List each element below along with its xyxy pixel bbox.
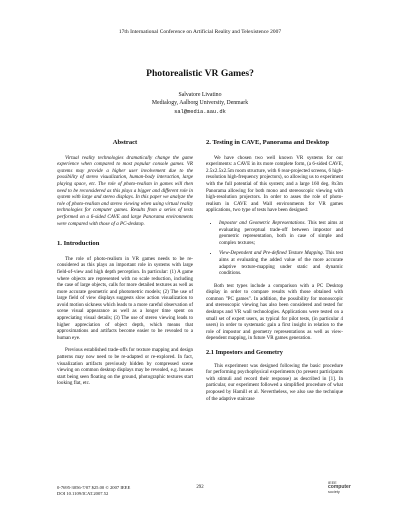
author-email[interactable]: sal@media.aau.dk: [174, 108, 226, 115]
impostors-heading: 2.1 Impostors and Geometry: [206, 349, 283, 357]
bullet-lead: Impostor and Geometric Representations.: [219, 219, 306, 226]
logo-line-1: IEEE: [328, 481, 337, 485]
list-item: [219, 250, 343, 276]
bullet-text: This test aims at evaluating perceptual trade-off between impostor and geometric representation, both in case of simple and complex textures;: [219, 219, 343, 246]
bullet-lead: View-Dependent and Pre-defined Texture Mapping.: [219, 250, 324, 257]
logo-line-3: society: [328, 490, 340, 495]
testing-paragraph-2: Both test types include a comparison with a PC Desktop display in order to compare results with those obtained with common "PC games". In addition, the possibility for monoscopic and stereoscopic viewing has also been considered and tested for desktops and VR wall technologies. Applications were tested on a small set of expert users, as typical for pilot tests, (in particular 4 users) in order to systematic gain a first insight in relation to the role of impostor and geometry representations as well as view-dependent mapping, in future VR games generation.: [206, 282, 343, 342]
testing-intro: We have chosen two well known VR systems for our experiments: a CAVE in its more complete form, (a 6-sided CAVE, 2.5x2.5x2.5m room structure, with 6 rear-projected screens, 6 high-resolution high-frequency projectors), so allowing us to experiment with the full potential of this system; and a large 160 deg. 8x3m Panorama allowing for both mono and stereoscopic viewing with high-resolution projectors. In order to asses the role of photo-realism in CAVE and Wall environments for VR games applications, two type of tests have been designed:: [206, 154, 343, 214]
conference-header: 17th International Conference on Artificial Reality and Telexistence 2007: [118, 29, 282, 35]
introduction-heading: 1. Introduction: [57, 240, 100, 248]
abstract-text: Virtual reality technologies dramatically change the game experience when compared to most popular console games. VR systems may provide a higher user involvement due to the possibility of stereo visualization, human-body interaction, large playing space, etc. The role of photo-realism in games will then need to be reconsidered as this plays a bigger and different role in system with large and stereo displays. In this paper we analyze the role of photo-realism and stereo viewing when using virtual reality technologies for computer games. Results from a series of tests performed on a 6-sided CAVE and large Panorama environments were compared with those of a PC-desktop.: [57, 154, 193, 227]
author-affiliation: Medialogy, Aalborg University, Denmark: [151, 100, 249, 107]
paper-title: Photorealistic VR Games?: [146, 68, 254, 79]
author-name: Salvatore Livatino: [178, 92, 222, 98]
left-column: [57, 140, 193, 393]
logo-line-2: computer: [328, 484, 351, 490]
list-item: [219, 220, 343, 246]
testing-heading: 2. Testing in CAVE, Panorama and Desktop: [206, 139, 329, 146]
right-column: [206, 140, 343, 408]
bullet-text: This test aims at evaluating the added value of the more accurate adaptive texture-mapping under static and dynamic conditions.: [219, 250, 344, 277]
abstract-heading: Abstract: [112, 139, 138, 146]
impostors-text: This experiment was designed following the basic procedure for performing psychophysical experiments (to present participants with stimuli and record their response) as described in [1]. In particular, our experiment followed a simplified procedure of what proposed by Hamill et al. Nevertheless, we also use the technique of the adaptive staircase: [206, 362, 343, 402]
author-block: [0, 91, 400, 116]
footer-doi[interactable]: DOI 10.1109/ICAT.2007.52: [57, 490, 109, 496]
page-number: 292: [196, 485, 204, 490]
test-type-list: [206, 220, 343, 277]
introduction-paragraph-2: Previous established trade-offs for texture mapping and design patterns may now need to be re-adapted or re-explored. In fact, visualization artifacts previously hidden by compressed scene viewing on common desktop displays may be revealed, e.g. houses start being seen floating on the ground, photographic textures start looking flat, etc.: [57, 347, 193, 387]
footer-isbn: 0-7695-3056-7/07 $25.00 © 2007 IEEE: [57, 485, 131, 490]
introduction-paragraph-1: The role of photo-realism in VR games needs to be re-considered as this plays an important role in systems with large field-of-view and high depth perception. In particular: (1) A game where objects are represented with no scale reduction, including the case of large objects, calls for more detailed textures as well as more accurate geometric and photometric models; (2) The use of large field of view displays suggests slow action visualization to avoid motion sickness which leads to a more careful observation of scene visual appearance as well as a longer time spent on appreciating visual details; (3) The use of stereo viewing leads to higher appreciation of object depth, which means that approximations and artifacts become easier to be revealed to a human eye.: [57, 255, 193, 341]
ieee-computer-society-logo: [328, 481, 354, 495]
